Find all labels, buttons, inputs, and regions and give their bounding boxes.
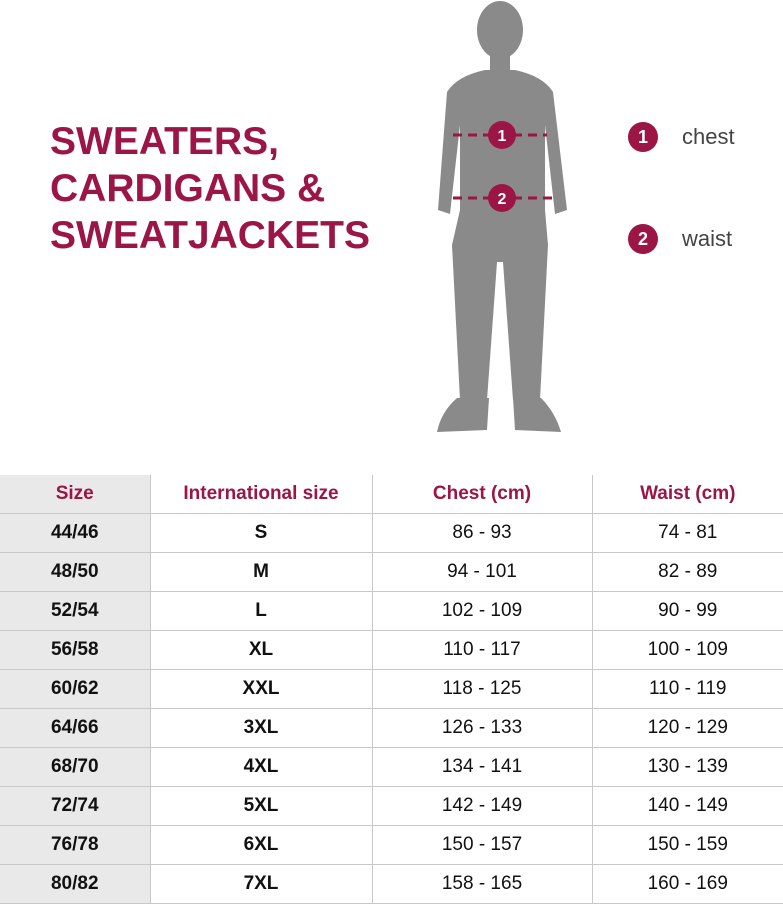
cell-waist: 100 - 109 bbox=[592, 631, 783, 670]
cell-waist: 120 - 129 bbox=[592, 709, 783, 748]
cell-chest: 142 - 149 bbox=[372, 787, 592, 826]
table-body bbox=[0, 514, 783, 904]
body-measurement-figure bbox=[405, 0, 585, 440]
table-row bbox=[0, 514, 783, 553]
cell-waist: 110 - 119 bbox=[592, 670, 783, 709]
table-header-row bbox=[0, 475, 783, 514]
cell-chest: 86 - 93 bbox=[372, 514, 592, 553]
cell-waist: 82 - 89 bbox=[592, 553, 783, 592]
header-chest: Chest (cm) bbox=[372, 475, 592, 514]
cell-size: 68/70 bbox=[0, 748, 150, 787]
chest-marker-number: 1 bbox=[497, 128, 507, 145]
title-line-3: SWEATJACKETS bbox=[50, 214, 370, 257]
cell-chest: 150 - 157 bbox=[372, 826, 592, 865]
legend-number-badge: 1 bbox=[628, 122, 658, 152]
table-row bbox=[0, 553, 783, 592]
cell-size: 44/46 bbox=[0, 514, 150, 553]
table-row bbox=[0, 670, 783, 709]
cell-size: 64/66 bbox=[0, 709, 150, 748]
title-line-2: CARDIGANS & bbox=[50, 167, 326, 210]
cell-international-size: XXL bbox=[150, 670, 372, 709]
cell-size: 52/54 bbox=[0, 592, 150, 631]
cell-waist: 150 - 159 bbox=[592, 826, 783, 865]
cell-size: 56/58 bbox=[0, 631, 150, 670]
cell-chest: 102 - 109 bbox=[372, 592, 592, 631]
header-waist: Waist (cm) bbox=[592, 475, 783, 514]
size-chart-table bbox=[0, 475, 783, 904]
cell-waist: 130 - 139 bbox=[592, 748, 783, 787]
legend-number-badge: 2 bbox=[628, 224, 658, 254]
cell-international-size: 5XL bbox=[150, 787, 372, 826]
table-row bbox=[0, 748, 783, 787]
cell-chest: 110 - 117 bbox=[372, 631, 592, 670]
cell-waist: 74 - 81 bbox=[592, 514, 783, 553]
cell-waist: 160 - 169 bbox=[592, 865, 783, 904]
page-title bbox=[50, 118, 370, 259]
cell-chest: 158 - 165 bbox=[372, 865, 592, 904]
table-row bbox=[0, 787, 783, 826]
cell-size: 60/62 bbox=[0, 670, 150, 709]
header-size: Size bbox=[0, 475, 150, 514]
legend-item-waist bbox=[628, 224, 732, 254]
cell-size: 76/78 bbox=[0, 826, 150, 865]
table-row bbox=[0, 865, 783, 904]
waist-marker-number: 2 bbox=[497, 191, 507, 208]
legend-label: waist bbox=[682, 226, 733, 251]
cell-international-size: XL bbox=[150, 631, 372, 670]
cell-waist: 90 - 99 bbox=[592, 592, 783, 631]
cell-international-size: S bbox=[150, 514, 372, 553]
cell-international-size: 4XL bbox=[150, 748, 372, 787]
cell-size: 72/74 bbox=[0, 787, 150, 826]
cell-chest: 118 - 125 bbox=[372, 670, 592, 709]
header-international-size: International size bbox=[150, 475, 372, 514]
cell-size: 80/82 bbox=[0, 865, 150, 904]
title-line-1: SWEATERS, bbox=[50, 120, 279, 163]
table-row bbox=[0, 826, 783, 865]
legend-item-chest bbox=[628, 122, 735, 152]
cell-chest: 126 - 133 bbox=[372, 709, 592, 748]
table-row bbox=[0, 592, 783, 631]
table-row bbox=[0, 631, 783, 670]
cell-size: 48/50 bbox=[0, 553, 150, 592]
cell-international-size: M bbox=[150, 553, 372, 592]
cell-international-size: 7XL bbox=[150, 865, 372, 904]
cell-chest: 94 - 101 bbox=[372, 553, 592, 592]
legend-label: chest bbox=[682, 124, 735, 149]
cell-chest: 134 - 141 bbox=[372, 748, 592, 787]
cell-waist: 140 - 149 bbox=[592, 787, 783, 826]
man-silhouette bbox=[437, 1, 567, 432]
cell-international-size: 3XL bbox=[150, 709, 372, 748]
cell-international-size: 6XL bbox=[150, 826, 372, 865]
cell-international-size: L bbox=[150, 592, 372, 631]
table-row bbox=[0, 709, 783, 748]
